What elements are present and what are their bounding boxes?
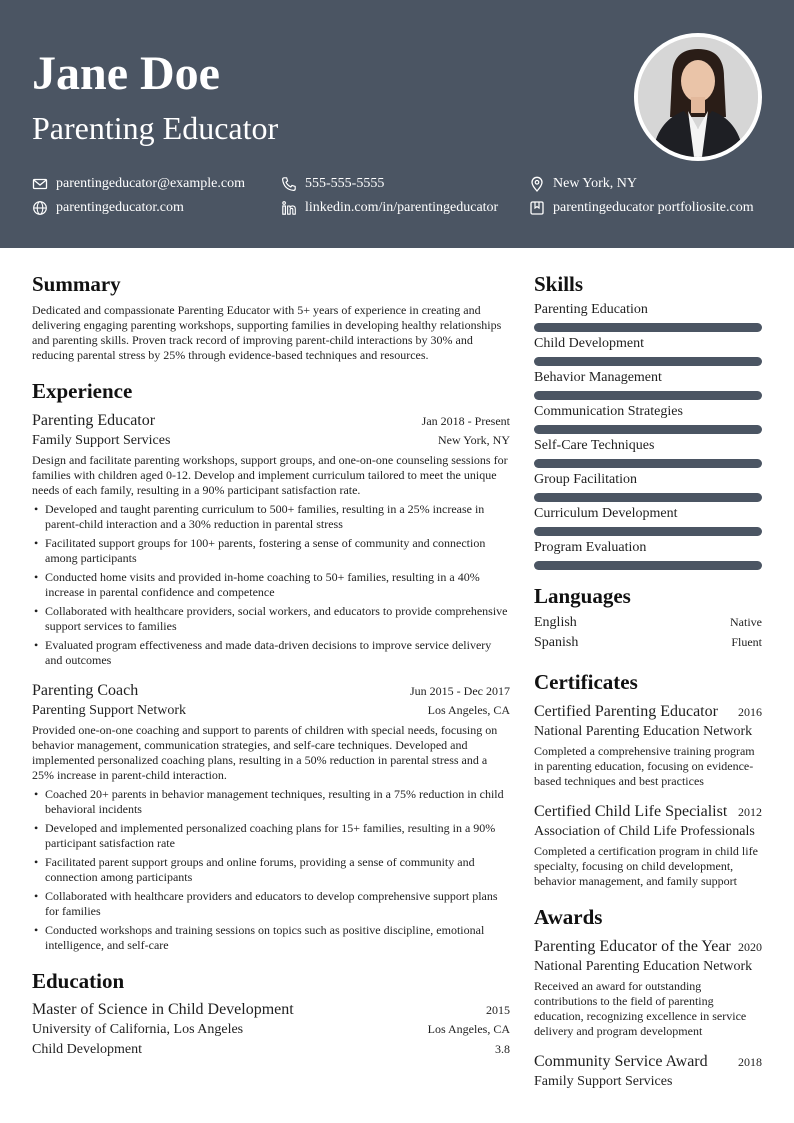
education-degree: Master of Science in Child Development xyxy=(32,1001,294,1018)
certificate-title: Certified Parenting Educator xyxy=(534,703,718,720)
certificates-heading: Certificates xyxy=(534,670,638,694)
education-school: University of California, Los Angeles xyxy=(32,1022,244,1037)
certificate-year: 2016 xyxy=(738,705,762,719)
profile-photo xyxy=(634,33,762,161)
summary-heading: Summary xyxy=(32,272,121,296)
education-field: Child Development xyxy=(32,1042,143,1057)
skill-item xyxy=(534,335,762,366)
skill-bar xyxy=(534,493,762,502)
language-name: Spanish xyxy=(534,635,579,650)
portfolio-icon xyxy=(529,200,545,216)
experience-heading: Experience xyxy=(32,379,133,403)
skill-bar xyxy=(534,323,762,332)
certificate-org: Association of Child Life Professionals xyxy=(534,824,755,839)
languages-heading: Languages xyxy=(534,584,631,608)
skill-item xyxy=(534,505,762,536)
skill-name: Self-Care Techniques xyxy=(534,438,655,453)
skill-name: Curriculum Development xyxy=(534,506,678,521)
contact-website-text: parentingeducator.com xyxy=(56,200,184,215)
certificate-entry xyxy=(534,701,762,789)
contact-website[interactable] xyxy=(32,198,184,218)
award-title: Parenting Educator of the Year xyxy=(534,938,731,955)
job-title: Parenting Coach xyxy=(32,682,139,699)
skill-name: Communication Strategies xyxy=(534,404,683,419)
job-bullets xyxy=(32,502,510,668)
certificate-description: Completed a comprehensive training program in parenting education, focusing on evidence-based techniques and best practices xyxy=(534,744,755,788)
contact-location xyxy=(529,174,637,194)
candidate-title: Parenting Educator xyxy=(32,110,279,146)
job-bullet: • Facilitated parent support groups and online forums, providing a sense of community and connection among participants xyxy=(32,855,510,885)
certificate-entry xyxy=(534,801,762,889)
award-year: 2020 xyxy=(738,940,762,954)
contact-phone[interactable] xyxy=(281,174,384,194)
job-entry xyxy=(32,680,510,953)
skill-name: Behavior Management xyxy=(534,370,662,385)
job-title: Parenting Educator xyxy=(32,412,156,429)
job-bullet: • Conducted workshops and training sessions on topics such as positive discipline, emotional intelligence, and self-care xyxy=(32,923,510,953)
skill-bar xyxy=(534,357,762,366)
job-bullet: • Developed and implemented personalized coaching plans for 15+ families, resulting in a 90% participant satisfaction rate xyxy=(32,821,510,851)
job-bullet: • Evaluated program effectiveness and made data-driven decisions to improve service delivery and outcomes xyxy=(32,638,510,668)
skill-item xyxy=(534,403,762,434)
award-org: National Parenting Education Network xyxy=(534,959,753,974)
skill-name: Parenting Education xyxy=(534,302,648,317)
candidate-name: Jane Doe xyxy=(32,47,220,100)
contact-linkedin-text: linkedin.com/in/parentingeducator xyxy=(305,200,499,215)
education-location: Los Angeles, CA xyxy=(427,1022,510,1036)
language-level: Native xyxy=(730,615,762,629)
education-gpa: 3.8 xyxy=(495,1042,510,1056)
contact-email[interactable] xyxy=(32,174,245,194)
globe-icon xyxy=(32,200,48,216)
job-company: Family Support Services xyxy=(32,433,171,448)
contact-portfolio-text: parentingeducator portfoliosite.com xyxy=(553,200,754,215)
awards-heading: Awards xyxy=(534,905,603,929)
job-bullet: • Collaborated with healthcare providers and educators to develop comprehensive support plans for families xyxy=(32,889,510,919)
award-title: Community Service Award xyxy=(534,1053,708,1070)
certificate-org: National Parenting Education Network xyxy=(534,724,753,739)
phone-icon xyxy=(281,176,297,192)
contact-location-text: New York, NY xyxy=(553,176,638,191)
job-bullet: • Coached 20+ parents in behavior management techniques, resulting in a 75% reduction in child behavioral incidents xyxy=(32,787,510,817)
language-item xyxy=(534,614,762,632)
sidebar-column xyxy=(534,270,762,1092)
job-bullet: • Collaborated with healthcare providers, social workers, and educators to provide comprehensive support services to families xyxy=(32,604,510,634)
job-description: Design and facilitate parenting workshops, support groups, and one-on-one counseling sessions for families with children aged 0-12. Develop and implement curriculum tailored to meet the unique needs of each family, resulting in a 90% participant satisfaction rate. xyxy=(32,453,508,497)
job-location: New York, NY xyxy=(437,433,510,447)
skill-item xyxy=(534,369,762,400)
award-entry xyxy=(534,936,762,1039)
education-year: 2015 xyxy=(486,1003,510,1017)
job-company: Parenting Support Network xyxy=(32,703,186,718)
job-bullet: • Conducted home visits and provided in-home coaching to 50+ families, resulting in a 40% increase in parental confidence and competence xyxy=(32,570,510,600)
skills-list xyxy=(534,301,762,570)
job-bullet: • Developed and taught parenting curriculum to 500+ families, resulting in a 25% increase in parent-child interaction and a 30% reduction in parental stress xyxy=(32,502,510,532)
certificate-title: Certified Child Life Specialist xyxy=(534,803,728,820)
skill-item xyxy=(534,301,762,332)
award-description: Received an award for outstanding contributions to the field of parenting education, recognizing excellence in service delivery and program development xyxy=(534,979,747,1038)
skill-name: Child Development xyxy=(534,336,645,351)
profile-photo-icon xyxy=(638,37,758,157)
skills-heading: Skills xyxy=(534,272,584,296)
job-description: Provided one-on-one coaching and support to parents of children with special needs, focusing on behavior management, communication strategies, and self-care techniques. Developed and implemented personalized coaching plans, resulting in a 50% reduction in parental stress and a 25% increase in parent-child interaction. xyxy=(32,723,498,782)
location-pin-icon xyxy=(529,176,545,192)
skill-bar xyxy=(534,459,762,468)
linkedin-icon xyxy=(281,200,297,216)
skill-bar xyxy=(534,391,762,400)
contact-email-text: parentingeducator@example.com xyxy=(56,176,245,191)
skill-item xyxy=(534,539,762,570)
job-location: Los Angeles, CA xyxy=(427,703,510,717)
skill-name: Group Facilitation xyxy=(534,472,638,487)
skill-bar xyxy=(534,561,762,570)
summary-text: Dedicated and compassionate Parenting Educator with 5+ years of experience in creating and delivering engaging parenting workshops, supporting families in developing healthy relationships and parenting skills. Proven track record of improving parent-child interactions by 30% and reducing parental stress by 25% through evidence-based techniques and resources. xyxy=(32,303,502,362)
education-heading: Education xyxy=(32,969,125,993)
certificate-description: Completed a certification program in child life specialty, focusing on child development, behavior management, and family support xyxy=(534,844,758,888)
job-bullets xyxy=(32,787,510,953)
contact-linkedin[interactable] xyxy=(281,198,498,218)
resume-header xyxy=(0,0,794,248)
award-entry xyxy=(534,1051,762,1092)
language-name: English xyxy=(534,615,577,630)
skill-bar xyxy=(534,527,762,536)
certificate-year: 2012 xyxy=(738,805,762,819)
award-org: Family Support Services xyxy=(534,1074,673,1089)
languages-list xyxy=(534,614,762,652)
education-entry xyxy=(32,999,510,1060)
job-dates: Jan 2018 - Present xyxy=(421,414,510,428)
main-column xyxy=(32,270,510,1060)
contact-portfolio[interactable] xyxy=(529,198,754,218)
language-level: Fluent xyxy=(731,635,762,649)
language-item xyxy=(534,634,762,652)
award-year: 2018 xyxy=(738,1055,762,1069)
contact-phone-text: 555-555-5555 xyxy=(305,176,385,191)
skill-item xyxy=(534,437,762,468)
job-entry xyxy=(32,410,510,668)
skill-bar xyxy=(534,425,762,434)
job-bullet: • Facilitated support groups for 100+ parents, fostering a sense of community and connection among participants xyxy=(32,536,510,566)
mail-icon xyxy=(32,176,48,192)
job-dates: Jun 2015 - Dec 2017 xyxy=(410,684,510,698)
skill-item xyxy=(534,471,762,502)
skill-name: Program Evaluation xyxy=(534,540,647,555)
